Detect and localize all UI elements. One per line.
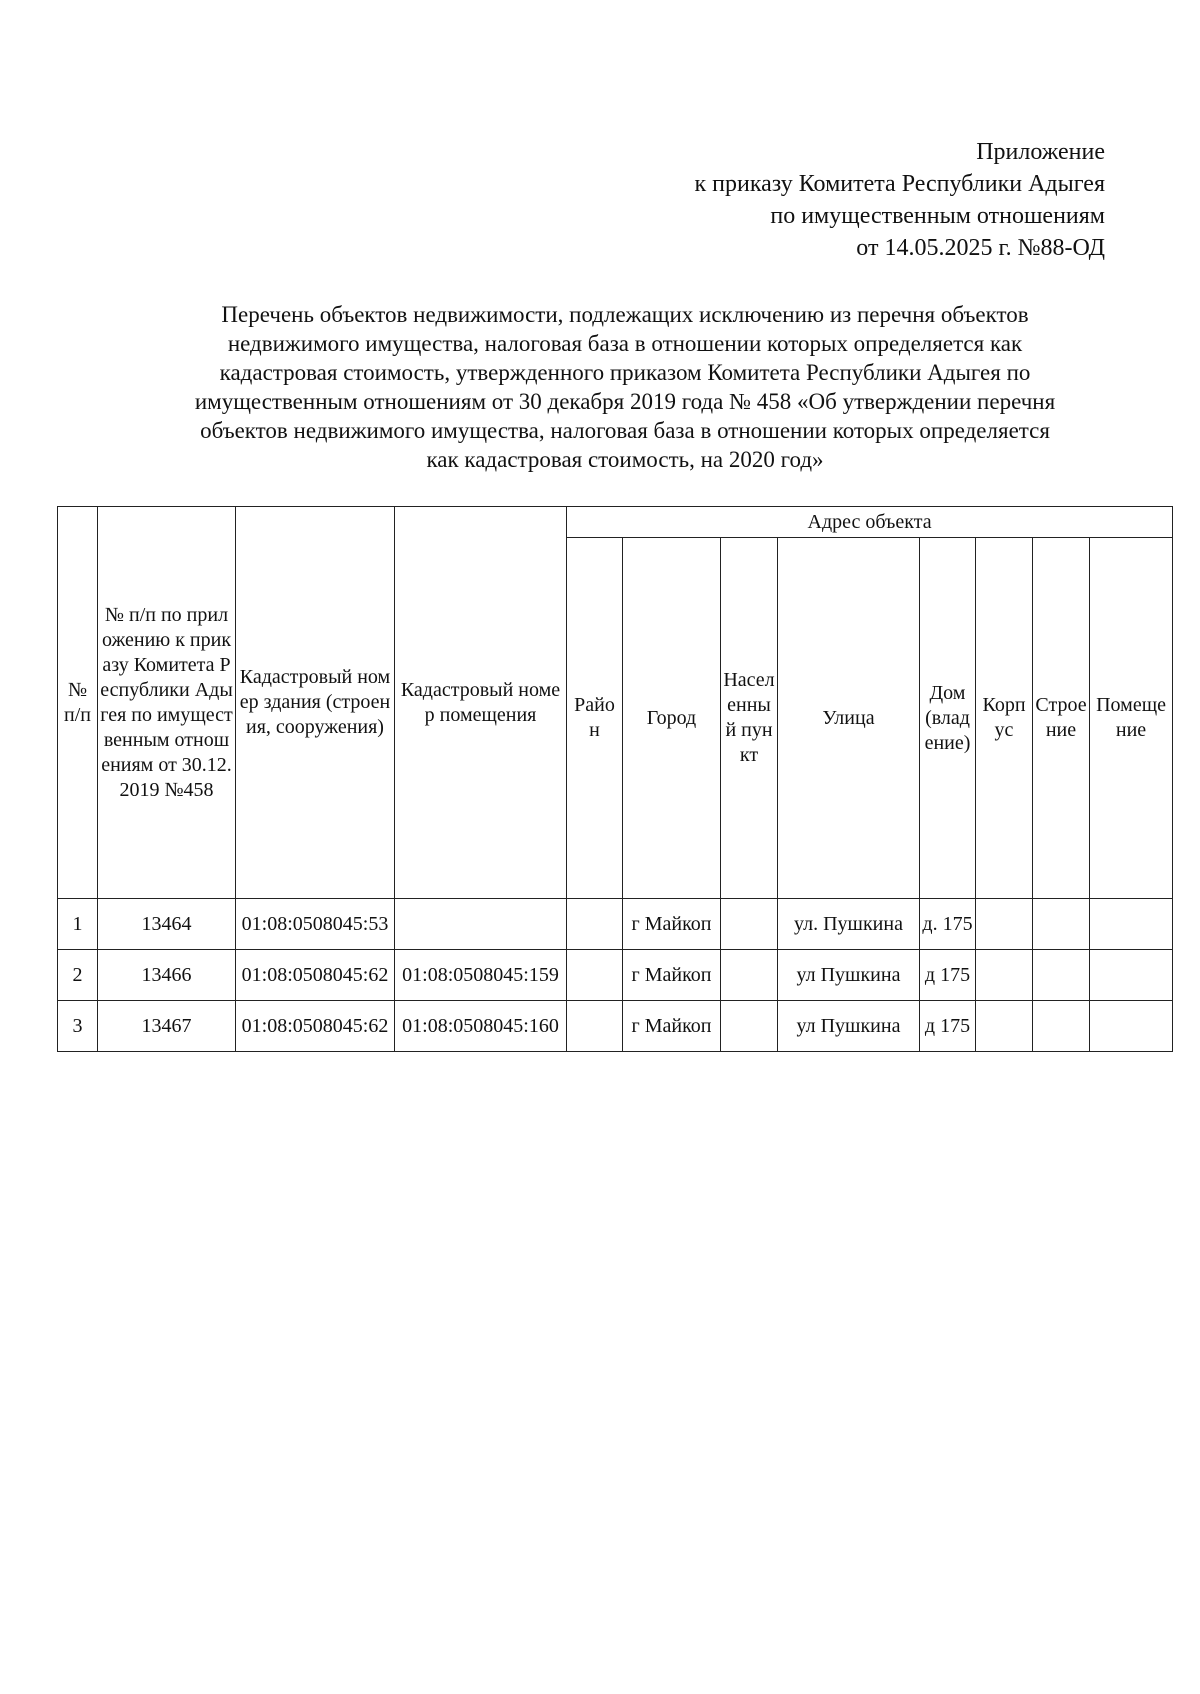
- cell-premises: [1090, 899, 1173, 950]
- cell-ref: 13464: [98, 899, 236, 950]
- cell-city: г Майкоп: [623, 950, 721, 1001]
- cell-premises: [1090, 1001, 1173, 1052]
- table-row: [58, 950, 1173, 1001]
- cell-house: д 175: [920, 950, 976, 1001]
- cell-block: [976, 1001, 1033, 1052]
- cell-structure: [1033, 1001, 1090, 1052]
- title-line: Перечень объектов недвижимости, подлежащих исключению из перечня объектов: [221, 302, 1029, 327]
- cell-num: 3: [58, 1001, 98, 1052]
- cell-house: д 175: [920, 1001, 976, 1052]
- cell-city: г Майкоп: [623, 1001, 721, 1052]
- cell-structure: [1033, 899, 1090, 950]
- cell-premises: [1090, 950, 1173, 1001]
- header-ref-number: № п/п по приложению к приказу Комитета Республики Адыгея по имущественным отношениям от 30.12.2019 №458: [98, 507, 236, 899]
- cell-street: ул. Пушкина: [778, 899, 920, 950]
- header-street: Улица: [778, 538, 920, 899]
- cell-settlement: [721, 1001, 778, 1052]
- cell-settlement: [721, 950, 778, 1001]
- cell-district: [567, 1001, 623, 1052]
- title-line: кадастровая стоимость, утвержденного приказом Комитета Республики Адыгея по: [219, 360, 1031, 385]
- title-line: объектов недвижимого имущества, налоговая база в отношении которых определяется: [200, 418, 1050, 443]
- cell-block: [976, 899, 1033, 950]
- cell-block: [976, 950, 1033, 1001]
- header-district: Район: [567, 538, 623, 899]
- cell-room: 01:08:0508045:159: [395, 950, 567, 1001]
- cell-ref: 13466: [98, 950, 236, 1001]
- cell-building: 01:08:0508045:53: [236, 899, 395, 950]
- appendix-date-line: от 14.05.2025 г. №88-ОД: [856, 235, 1105, 261]
- cell-building: 01:08:0508045:62: [236, 1001, 395, 1052]
- cell-room: [395, 899, 567, 950]
- cell-street: ул Пушкина: [778, 950, 920, 1001]
- cell-num: 2: [58, 950, 98, 1001]
- cell-house: д. 175: [920, 899, 976, 950]
- cell-room: 01:08:0508045:160: [395, 1001, 567, 1052]
- title-line: имущественным отношениям от 30 декабря 2019 года № 458 «Об утверждении перечня: [194, 389, 1056, 414]
- cell-street: ул Пушкина: [778, 1001, 920, 1052]
- header-settlement: Населенный пункт: [721, 538, 778, 899]
- header-building-cadastral: Кадастровый номер здания (строения, сооружения): [236, 507, 395, 899]
- header-num: № п/п: [58, 507, 98, 899]
- header-address: Адрес объекта: [567, 507, 1173, 538]
- header-room-cadastral: Кадастровый номер помещения: [395, 507, 567, 899]
- cell-num: 1: [58, 899, 98, 950]
- header-block: Корпус: [976, 538, 1033, 899]
- document-title: [115, 300, 1135, 474]
- cell-district: [567, 950, 623, 1001]
- appendix-line: Приложение: [976, 139, 1105, 165]
- property-table: [57, 506, 1173, 1052]
- header-structure: Строение: [1033, 538, 1090, 899]
- header-premises: Помещение: [1090, 538, 1173, 899]
- title-line: как кадастровая стоимость, на 2020 год»: [426, 447, 824, 472]
- appendix-block: [694, 136, 1105, 264]
- title-line: недвижимого имущества, налоговая база в отношении которых определяется как: [227, 331, 1023, 356]
- appendix-line: к приказу Комитета Республики Адыгея: [694, 171, 1105, 197]
- table-row: [58, 899, 1173, 950]
- cell-ref: 13467: [98, 1001, 236, 1052]
- table-row: [58, 1001, 1173, 1052]
- cell-district: [567, 899, 623, 950]
- header-house: Дом (владение): [920, 538, 976, 899]
- header-city: Город: [623, 538, 721, 899]
- cell-structure: [1033, 950, 1090, 1001]
- cell-city: г Майкоп: [623, 899, 721, 950]
- cell-building: 01:08:0508045:62: [236, 950, 395, 1001]
- appendix-line: по имущественным отношениям: [770, 203, 1105, 229]
- cell-settlement: [721, 899, 778, 950]
